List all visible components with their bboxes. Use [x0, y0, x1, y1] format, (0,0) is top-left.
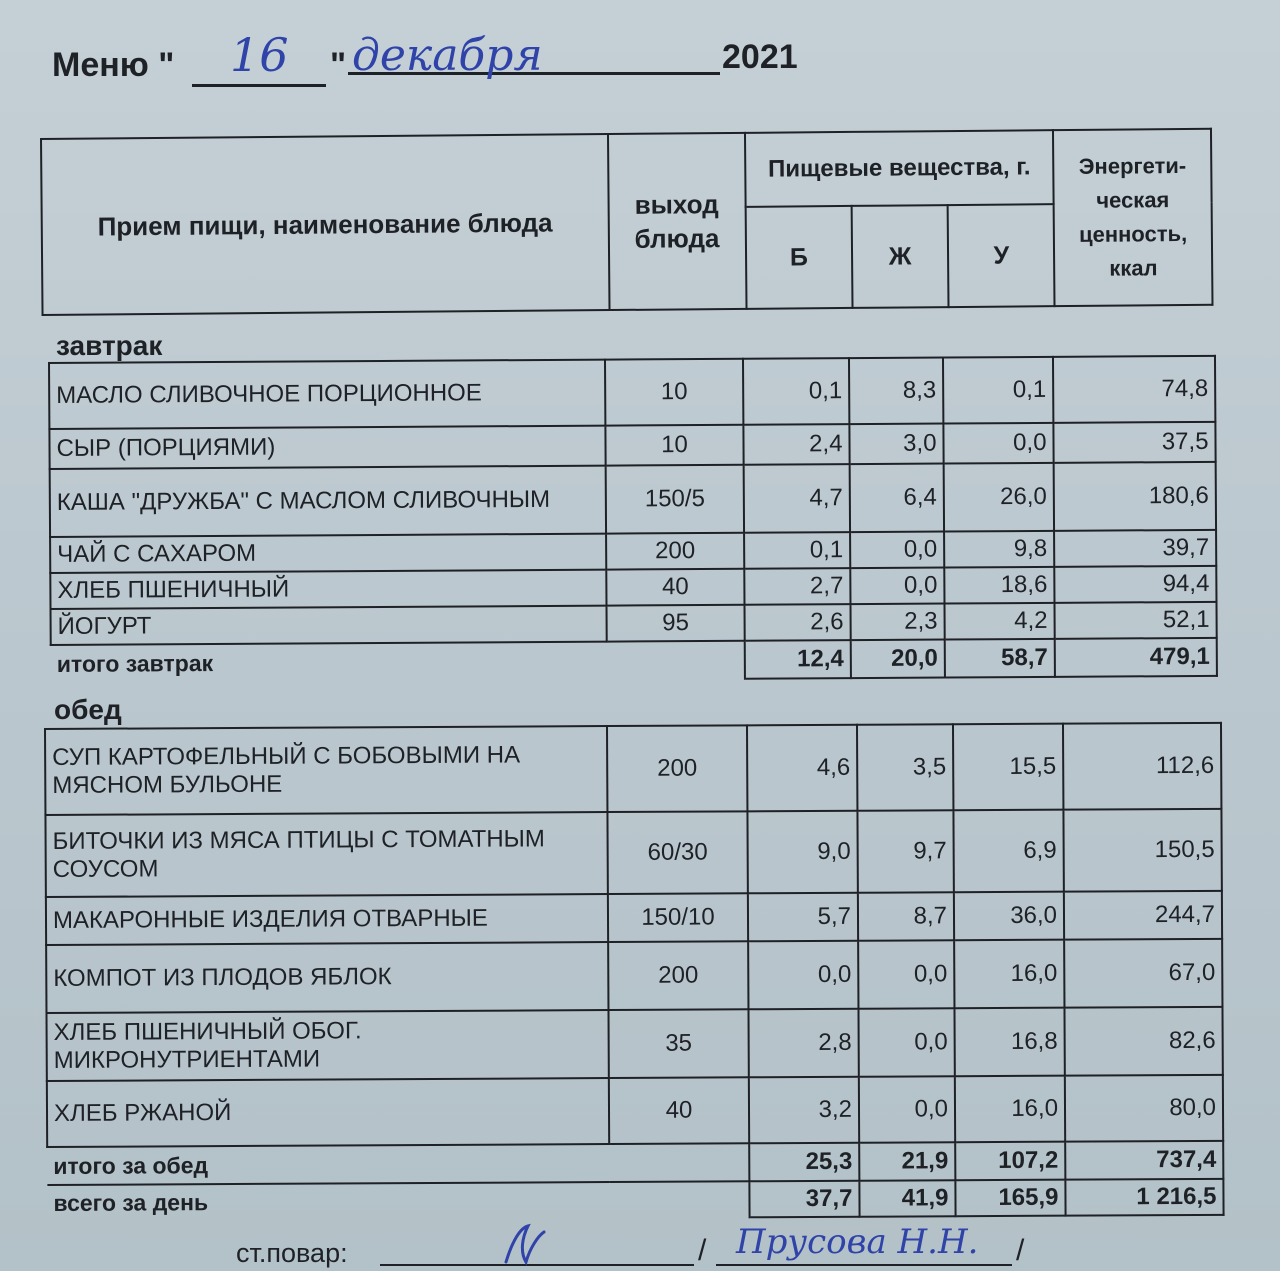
dish-kcal: 37,5	[1053, 422, 1215, 463]
table-row	[45, 809, 1221, 897]
breakfast-table	[48, 355, 1218, 684]
dish-fat: 3,0	[849, 424, 943, 465]
total-fat: 21,9	[859, 1142, 955, 1181]
dish-carb: 16,8	[954, 1008, 1064, 1077]
header-protein: Б	[745, 206, 852, 309]
handwritten-cook-name: Прусова Н.Н.	[736, 1222, 979, 1262]
dish-name: ХЛЕБ ПШЕНИЧНЫЙ	[50, 570, 606, 609]
name-underline	[716, 1264, 1012, 1266]
lunch-title: обед	[54, 694, 122, 725]
total-label: итого за обед	[47, 1143, 749, 1185]
cook-label: ст.повар:	[236, 1238, 348, 1268]
dish-kcal: 74,8	[1053, 356, 1215, 423]
total-label: итого завтрак	[51, 641, 745, 683]
dish-name: МАКАРОННЫЕ ИЗДЕЛИЯ ОТВАРНЫЕ	[46, 894, 608, 945]
total-carb: 58,7	[945, 639, 1055, 678]
dish-yield: 60/30	[607, 811, 747, 894]
dish-protein: 2,6	[744, 604, 850, 641]
table-row	[49, 422, 1215, 469]
menu-header	[52, 28, 832, 108]
day-total-label: всего за день	[47, 1181, 749, 1221]
table-row	[49, 356, 1215, 429]
total-carb: 107,2	[955, 1142, 1065, 1181]
total-kcal: 737,4	[1065, 1141, 1223, 1180]
dish-carb: 4,2	[944, 603, 1054, 640]
dish-fat: 6,4	[850, 464, 944, 533]
menu-label: Меню "	[52, 46, 175, 84]
dish-yield: 35	[608, 1009, 748, 1078]
total-protein: 25,3	[749, 1143, 859, 1182]
header-fat: Ж	[852, 205, 949, 308]
dish-protein: 3,2	[749, 1077, 859, 1144]
dish-carb: 6,9	[953, 810, 1063, 893]
dish-protein: 2,8	[748, 1009, 858, 1078]
signature-scribble	[498, 1222, 558, 1268]
breakfast-total-row	[51, 638, 1217, 683]
dish-protein: 0,0	[748, 941, 858, 1010]
handwritten-day: 16	[230, 28, 289, 82]
lunch-table	[44, 722, 1225, 1222]
dish-protein: 9,0	[747, 811, 857, 894]
dish-name: КОМПОТ ИЗ ПЛОДОВ ЯБЛОК	[46, 942, 608, 1013]
dish-protein: 4,7	[744, 464, 850, 533]
dish-kcal: 82,6	[1064, 1007, 1222, 1076]
year: 2021	[722, 38, 798, 76]
dish-name: ХЛЕБ РЖАНОЙ	[47, 1078, 609, 1147]
dish-carb: 9,8	[944, 531, 1054, 568]
header-energy: Энергети-ческая ценность, ккал	[1053, 129, 1212, 306]
dish-fat: 8,3	[849, 358, 943, 425]
table-row	[45, 723, 1221, 815]
header-nutrients: Пищевые вещества, г.	[745, 130, 1054, 206]
lunch-total-row	[47, 1141, 1223, 1185]
dish-protein: 5,7	[748, 893, 858, 942]
day-total-fat: 41,9	[859, 1180, 955, 1217]
dish-kcal: 112,6	[1063, 723, 1221, 810]
dish-protein: 2,7	[744, 568, 850, 605]
dish-yield: 200	[606, 533, 744, 570]
dish-yield: 40	[609, 1077, 749, 1144]
dish-yield: 10	[605, 425, 743, 466]
dish-fat: 2,3	[850, 604, 944, 641]
dish-carb: 18,6	[944, 567, 1054, 604]
table-row	[46, 1007, 1222, 1081]
day-total-protein: 37,7	[749, 1181, 859, 1218]
header-dish-name: Прием пищи, наименование блюда	[41, 134, 609, 315]
dish-yield: 40	[606, 569, 744, 606]
separator-2: /	[1016, 1234, 1025, 1267]
dish-carb: 15,5	[953, 724, 1063, 811]
dish-fat: 0,0	[850, 568, 944, 605]
dish-carb: 26,0	[944, 463, 1054, 532]
dish-name: СЫР (ПОРЦИЯМИ)	[49, 426, 605, 469]
total-protein: 12,4	[745, 640, 851, 679]
dish-carb: 0,0	[943, 423, 1053, 464]
dish-yield: 200	[607, 725, 747, 812]
breakfast-title: завтрак	[56, 330, 163, 361]
handwritten-month: декабря	[352, 30, 543, 81]
dish-protein: 4,6	[747, 725, 857, 812]
dish-fat: 9,7	[857, 810, 953, 893]
separator-1: /	[698, 1234, 707, 1267]
cook-signature-line	[236, 1222, 1056, 1271]
dish-name: МАСЛО СЛИВОЧНОЕ ПОРЦИОННОЕ	[49, 360, 605, 429]
total-kcal: 479,1	[1055, 638, 1217, 677]
dish-yield: 95	[606, 605, 744, 642]
dish-kcal: 180,6	[1054, 462, 1216, 531]
column-header-table	[40, 128, 1214, 316]
dish-kcal: 80,0	[1065, 1075, 1223, 1142]
day-total-kcal: 1 216,5	[1065, 1179, 1223, 1216]
dish-kcal: 94,4	[1054, 566, 1216, 603]
dish-protein: 0,1	[744, 532, 850, 569]
quote-mid: "	[330, 46, 347, 84]
dish-protein: 2,4	[743, 424, 849, 465]
table-row	[46, 939, 1222, 1013]
day-total-row	[47, 1179, 1223, 1221]
dish-carb: 16,0	[954, 940, 1064, 1009]
dish-fat: 0,0	[858, 1008, 954, 1077]
dish-protein: 0,1	[743, 358, 849, 425]
table-row	[47, 1075, 1223, 1147]
dish-fat: 0,0	[859, 1076, 955, 1143]
dish-kcal: 39,7	[1054, 530, 1216, 567]
header-yield: выход блюда	[608, 133, 747, 310]
dish-name: БИТОЧКИ ИЗ МЯСА ПТИЦЫ С ТОМАТНЫМ СОУСОМ	[45, 812, 607, 897]
dish-kcal: 244,7	[1064, 891, 1222, 940]
dish-name: ЙОГУРТ	[51, 606, 607, 645]
dish-yield: 150/10	[608, 893, 748, 942]
dish-kcal: 67,0	[1064, 939, 1222, 1008]
total-fat: 20,0	[851, 640, 945, 679]
dish-yield: 150/5	[606, 465, 744, 534]
dish-name: СУП КАРТОФЕЛЬНЫЙ С БОБОВЫМИ НА МЯСНОМ БУЛЬОНЕ	[45, 726, 607, 815]
table-row	[50, 462, 1216, 537]
dish-yield: 10	[605, 359, 743, 426]
dish-name: ЧАЙ С САХАРОМ	[50, 534, 606, 573]
table-row	[46, 891, 1222, 945]
dish-yield: 200	[608, 941, 748, 1010]
dish-fat: 8,7	[858, 892, 954, 941]
dish-carb: 16,0	[955, 1076, 1065, 1143]
dish-carb: 0,1	[943, 357, 1053, 424]
dish-kcal: 52,1	[1054, 602, 1216, 639]
dish-fat: 3,5	[857, 724, 953, 811]
dish-carb: 36,0	[954, 892, 1064, 941]
header-carb: У	[948, 204, 1055, 307]
dish-name: ХЛЕБ ПШЕНИЧНЫЙ ОБОГ. МИКРОНУТРИЕНТАМИ	[46, 1010, 608, 1081]
dish-fat: 0,0	[858, 940, 954, 1009]
day-total-carb: 165,9	[955, 1180, 1065, 1217]
day-underline	[192, 84, 326, 87]
dish-name: КАША "ДРУЖБА" С МАСЛОМ СЛИВОЧНЫМ	[50, 466, 606, 537]
dish-kcal: 150,5	[1063, 809, 1221, 892]
dish-fat: 0,0	[850, 532, 944, 569]
